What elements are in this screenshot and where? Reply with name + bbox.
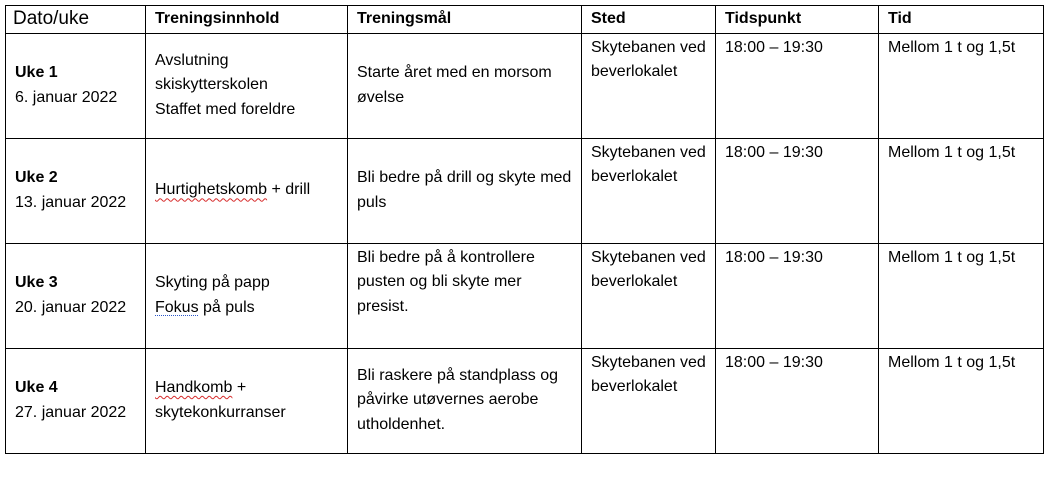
date-label: 13. januar 2022 bbox=[15, 193, 127, 211]
spellcheck-word: Fokus bbox=[155, 298, 199, 316]
cell-duration bbox=[879, 33, 1044, 138]
cell-place bbox=[582, 138, 716, 243]
date-label: 27. januar 2022 bbox=[15, 403, 127, 421]
training-schedule-table bbox=[5, 5, 1044, 454]
goal-text: Bli bedre på å kontrollere pusten og bli skyte mer presist. bbox=[357, 248, 535, 315]
place-text: Skytebanen ved beverlokalet bbox=[591, 38, 706, 80]
header-duration: Tid bbox=[879, 6, 1044, 34]
cell-place bbox=[582, 243, 716, 348]
cell-duration bbox=[879, 348, 1044, 453]
goal-text: Starte året med en morsom øvelse bbox=[357, 64, 552, 106]
header-goal: Treningsmål bbox=[348, 6, 582, 34]
duration-text: Mellom 1 t og 1,5t bbox=[888, 38, 1016, 56]
cell-timeslot bbox=[716, 138, 879, 243]
week-label: Uke 4 bbox=[15, 379, 58, 396]
place-text: Skytebanen ved beverlokalet bbox=[591, 143, 706, 185]
place-text: Skytebanen ved beverlokalet bbox=[591, 353, 706, 395]
cell-duration bbox=[879, 243, 1044, 348]
timeslot-text: 18:00 – 19:30 bbox=[725, 38, 823, 56]
content-line: skytekonkurranser bbox=[155, 403, 286, 421]
content-text: + bbox=[232, 379, 247, 396]
cell-date-week bbox=[6, 33, 146, 138]
cell-goal bbox=[348, 33, 582, 138]
header-date-week: Dato/uke bbox=[6, 6, 146, 34]
header-place: Sted bbox=[582, 6, 716, 34]
table-row bbox=[6, 243, 1044, 348]
header-content: Treningsinnhold bbox=[146, 6, 348, 34]
cell-goal bbox=[348, 348, 582, 453]
timeslot-text: 18:00 – 19:30 bbox=[725, 353, 823, 371]
place-text: Skytebanen ved beverlokalet bbox=[591, 248, 706, 290]
content-line bbox=[155, 376, 339, 401]
duration-text: Mellom 1 t og 1,5t bbox=[888, 143, 1016, 161]
cell-date-week bbox=[6, 348, 146, 453]
cell-content bbox=[146, 348, 348, 453]
content-text: på puls bbox=[198, 298, 255, 316]
cell-timeslot bbox=[716, 243, 879, 348]
spellcheck-word: Hurtighetskomb bbox=[155, 181, 268, 199]
week-label: Uke 3 bbox=[15, 274, 58, 291]
cell-goal bbox=[348, 243, 582, 348]
cell-place bbox=[582, 33, 716, 138]
content-line: Skyting på papp bbox=[155, 274, 270, 291]
content-line bbox=[155, 296, 339, 321]
timeslot-text: 18:00 – 19:30 bbox=[725, 143, 823, 161]
cell-content bbox=[146, 138, 348, 243]
cell-content bbox=[146, 243, 348, 348]
week-label: Uke 2 bbox=[15, 169, 58, 186]
table-row bbox=[6, 138, 1044, 243]
goal-text: Bli bedre på drill og skyte med puls bbox=[357, 169, 572, 211]
cell-place bbox=[582, 348, 716, 453]
goal-text: Bli raskere på standplass og påvirke utøvernes aerobe utholdenhet. bbox=[357, 366, 558, 433]
cell-date-week bbox=[6, 243, 146, 348]
cell-timeslot bbox=[716, 33, 879, 138]
cell-timeslot bbox=[716, 348, 879, 453]
content-text: + drill bbox=[267, 181, 311, 199]
cell-goal bbox=[348, 138, 582, 243]
cell-content bbox=[146, 33, 348, 138]
duration-text: Mellom 1 t og 1,5t bbox=[888, 353, 1016, 371]
duration-text: Mellom 1 t og 1,5t bbox=[888, 248, 1016, 266]
week-label: Uke 1 bbox=[15, 64, 58, 81]
table-header-row bbox=[6, 6, 1044, 34]
table-row bbox=[6, 348, 1044, 453]
date-label: 20. januar 2022 bbox=[15, 298, 127, 316]
table-row bbox=[6, 33, 1044, 138]
date-label: 6. januar 2022 bbox=[15, 88, 118, 106]
cell-date-week bbox=[6, 138, 146, 243]
spellcheck-word: Handkomb bbox=[155, 379, 233, 396]
header-timeslot: Tidspunkt bbox=[716, 6, 879, 34]
content-line: Avslutning skiskytterskolen bbox=[155, 51, 268, 94]
timeslot-text: 18:00 – 19:30 bbox=[725, 248, 823, 266]
content-line: Staffet med foreldre bbox=[155, 100, 296, 118]
cell-duration bbox=[879, 138, 1044, 243]
